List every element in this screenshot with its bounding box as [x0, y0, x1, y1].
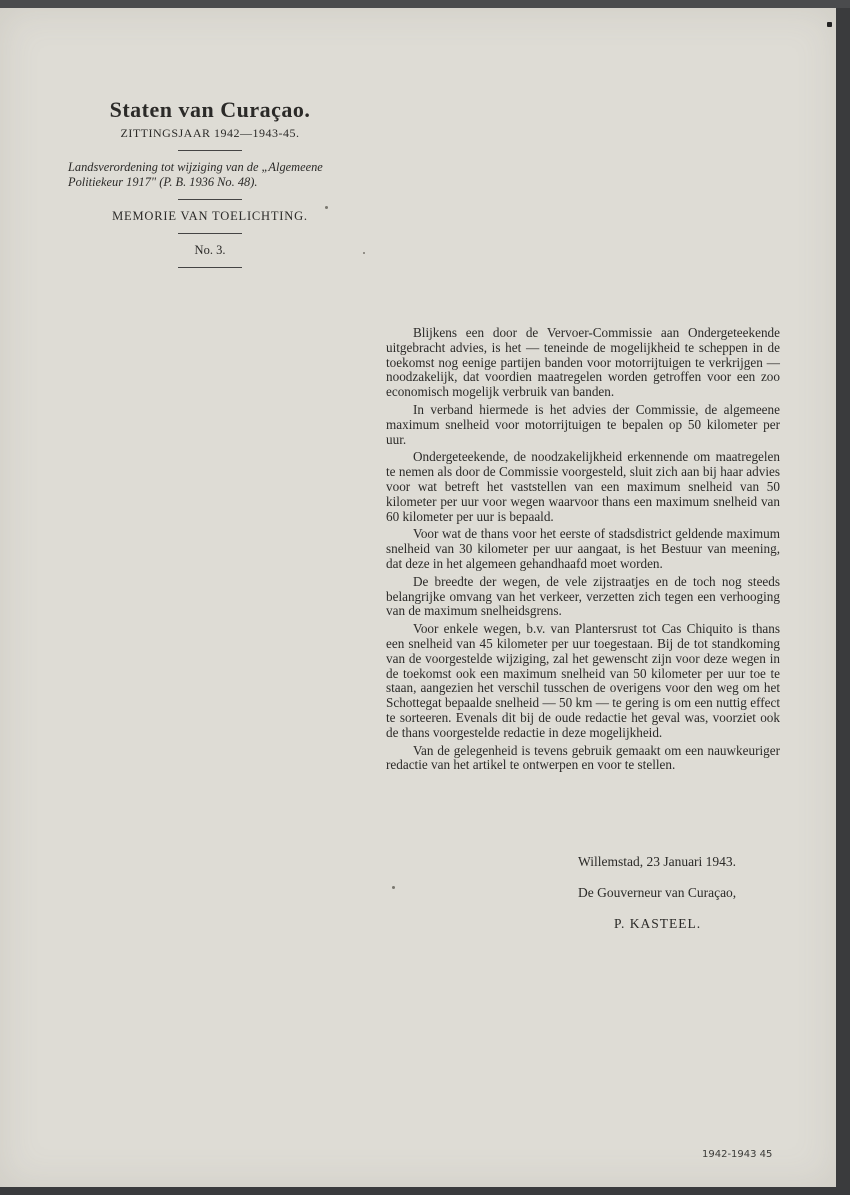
- session-year: ZITTINGSJAAR 1942—1943-45.: [120, 126, 300, 140]
- governor-title: De Gouverneur van Curaçao,: [578, 885, 737, 900]
- paragraph: Van de gelegenheid is tevens gebruik gemaakt om een nauwkeuriger redactie van het artikel te ontwerpen en voor te stellen.: [386, 742, 780, 773]
- paragraph: In verband hiermede is het advies der Commissie, de algemeene maximum snelheid voor motorrijtuigen te bepalen op 50 kilometer per uur.: [386, 401, 780, 447]
- archive-stamp: 1942-1943 45: [702, 1149, 773, 1160]
- signatory-name: P. KASTEEL.: [614, 916, 702, 931]
- document-number: No. 3.: [194, 243, 226, 257]
- paragraph: De breedte der wegen, de vele zijstraatjes en de toch nog steeds belangrijke omvang van het verkeer, verzetten zich tegen een verhooging van de maximum snelheidsgrens.: [386, 573, 780, 619]
- place-date: Willemstad, 23 Januari 1943.: [578, 854, 737, 869]
- document-header: [60, 96, 360, 277]
- divider: [178, 199, 242, 200]
- paragraph: Voor enkele wegen, b.v. van Plantersrust tot Cas Chiquito is thans een snelheid van 45 kilometer per uur toegestaan. Bij de tot standkoming van de voorgestelde wijziging, zal het gewenscht zijn voor deze wegen in de toekomst ook een maximum snelheid van 50 kilometer per uur toe te staan, aangezien het verschil tusschen de overigens voor den weg om het Schottegat bepaalde snelheid — 50 km — te gering is om een nuttig effect te sorteeren. Evenals dit bij de oude redactie het geval was, voorziet ook de thans voorgestelde redactie in deze mogelijkheid.: [386, 621, 780, 740]
- paragraph: Blijkens een door de Vervoer-Commissie aan Ondergeteekende uitgebracht advies, is het — teneinde de mogelijkheid te scheppen in de toekomst nog eenige partijen banden voor motorrijtuigen te verkrijgen — noodzakelijk, dat voordien maatregelen worden getroffen voor een zoo economisch mogelijk verbruik van banden.: [386, 325, 780, 400]
- ordinance-subtitle: Landsverordening tot wijziging van de „Algemeene Politiekeur 1917" (P. B. 1936 No. 48).: [68, 160, 323, 189]
- divider: [178, 267, 242, 268]
- scan-border: [0, 0, 850, 8]
- paragraph: Ondergeteekende, de noodzakelijkheid erkennende om maatregelen te nemen als door de Commissie voorgesteld, sluit zich aan bij haar advies voor wat betreft het vaststellen van een maximum snelheid van 50 kilometer per uur voor wegen waarvoor thans een maximum snelheid van 60 kilometer per uur is bepaald.: [386, 449, 780, 524]
- memo-body: [386, 326, 780, 776]
- divider: [178, 150, 242, 151]
- paragraph: Voor wat de thans voor het eerste of stadsdistrict geldende maximum snelheid van 30 kilometer per uur aangaat, is het Bestuur van meening, dat deze in het algemeen gehandhaafd moet worden.: [386, 526, 780, 571]
- scan-speck: [325, 206, 328, 209]
- document-page: [0, 8, 836, 1187]
- scan-mark: [827, 22, 832, 27]
- scan-speck: [392, 886, 395, 889]
- scan-speck: [363, 252, 365, 254]
- document-title: Staten van Curaçao.: [109, 97, 311, 122]
- divider: [178, 233, 242, 234]
- memo-heading: MEMORIE VAN TOELICHTING.: [112, 209, 308, 223]
